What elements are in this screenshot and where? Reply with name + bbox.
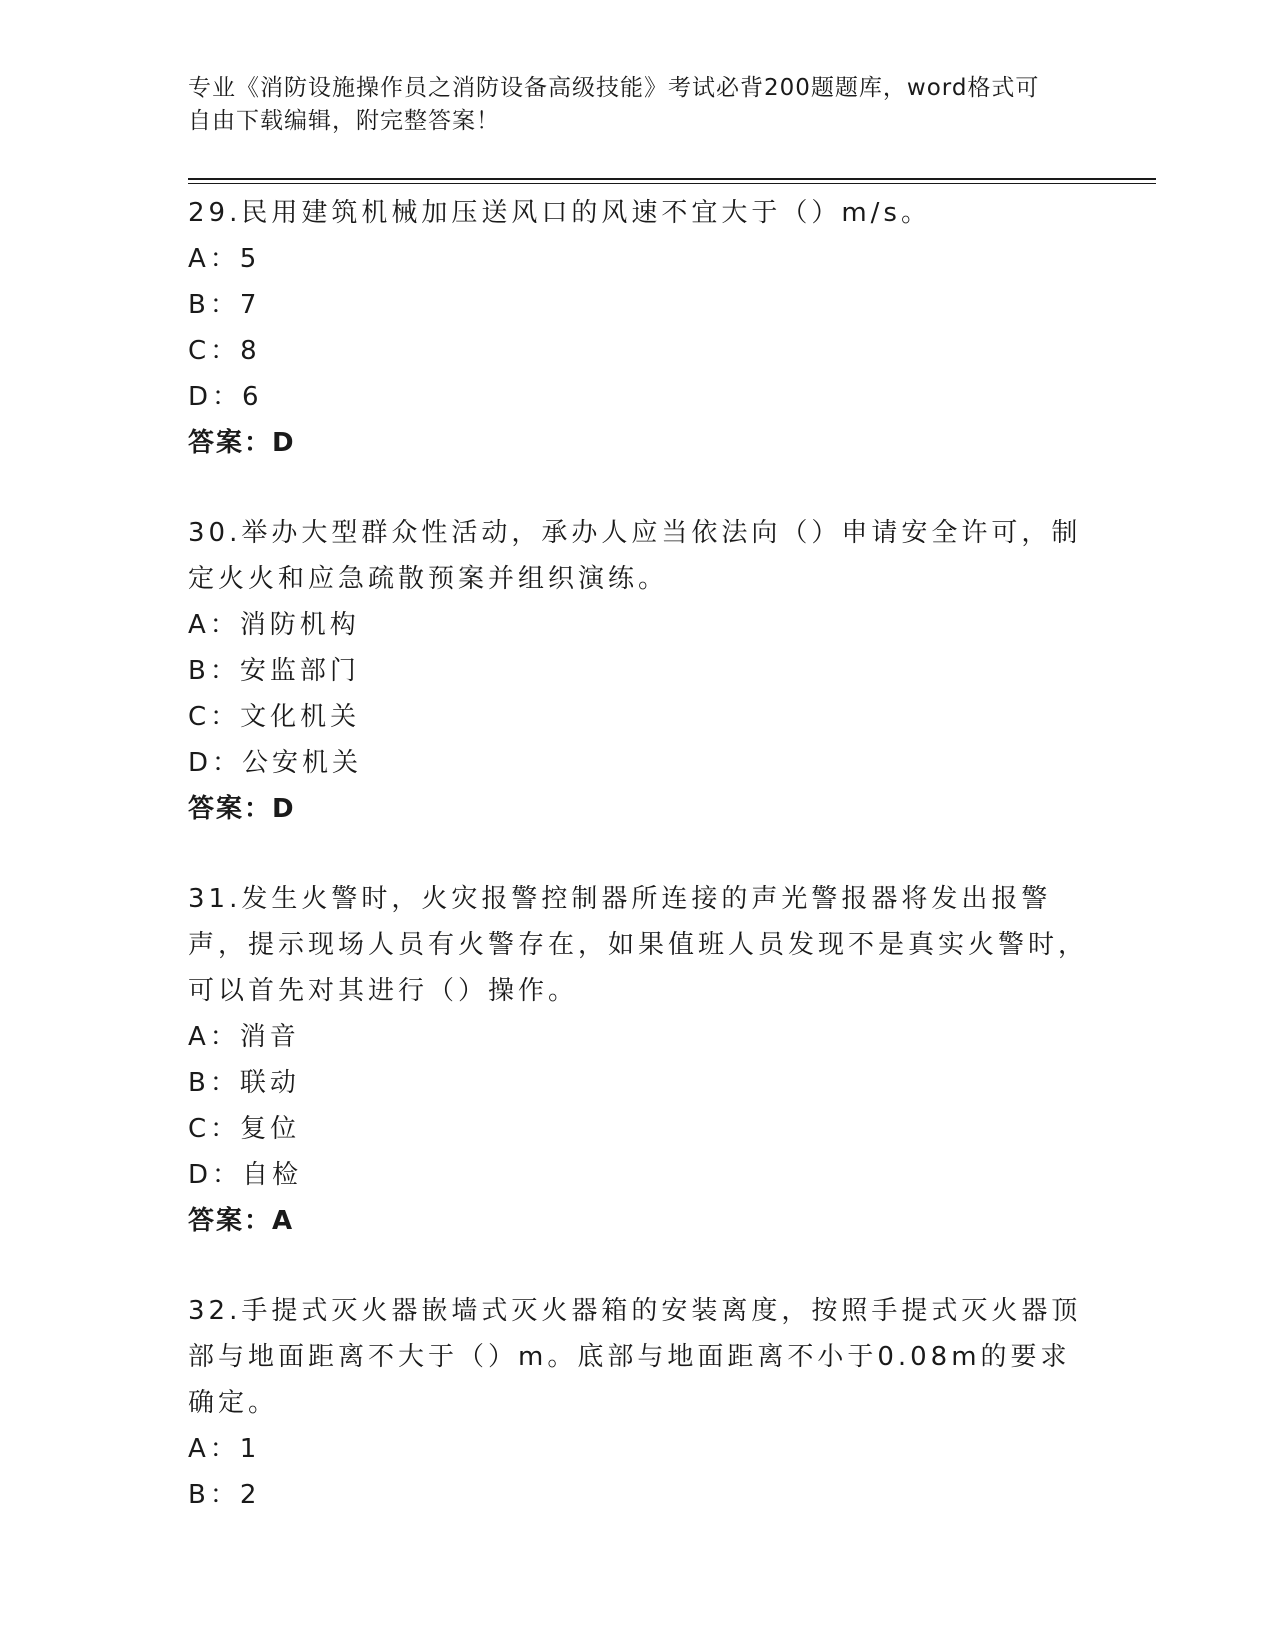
option-d: D：公安机关 [188,748,363,778]
answer-label: 答案： [188,428,273,458]
question-text: 30.举办大型群众性活动，承办人应当依法向（）申请安全许可，制定火火和应急疏散预案并组织演练。 [188,518,1082,594]
question-text: 31.发生火警时，火灾报警控制器所连接的声光警报器将发出报警声，提示现场人员有火警存在，如果值班人员发现不是真实火警时，可以首先对其进行（）操作。 [188,884,1089,1006]
option-a: A：5 [188,244,261,274]
answer-label: 答案： [188,794,273,824]
question-text: 32.手提式灭火器嵌墙式灭火器箱的安装离度，按照手提式灭火器顶部与地面距离不大于（）m。底部与地面距离不小于0.08m的要求确定。 [188,1296,1082,1418]
answer-line [188,420,1088,466]
option-a: A：消音 [188,1022,300,1052]
header-divider-thin [188,183,1156,184]
question-30 [188,510,1088,832]
question-list [188,190,1088,1562]
option-b: B：联动 [188,1068,300,1098]
answer-label: 答案： [188,1206,273,1236]
question-29 [188,190,1088,466]
answer-line [188,1198,1088,1244]
option-c: C：复位 [188,1114,301,1144]
header-line-2: 自由下载编辑，附完整答案！ [188,108,500,134]
answer-line [188,786,1088,832]
option-a: A：消防机构 [188,610,360,640]
option-c: C：文化机关 [188,702,361,732]
header-line-1: 专业《消防设施操作员之消防设备高级技能》考试必背200题题库，word格式可 [188,75,1040,101]
answer-value: D [272,794,296,824]
header-divider-thick [188,178,1156,180]
option-a: A：1 [188,1434,261,1464]
question-32 [188,1288,1088,1518]
answer-value: D [272,428,296,458]
document-header [188,72,1088,138]
question-31 [188,876,1088,1244]
option-b: B：安监部门 [188,656,360,686]
option-b: B：7 [188,290,261,320]
question-text: 29.民用建筑机械加压送风口的风速不宜大于（）m/s。 [188,198,931,228]
answer-value: A [272,1206,295,1236]
option-b: B：2 [188,1480,261,1510]
option-c: C：8 [188,336,261,366]
option-d: D：自检 [188,1160,303,1190]
option-d: D：6 [188,382,263,412]
